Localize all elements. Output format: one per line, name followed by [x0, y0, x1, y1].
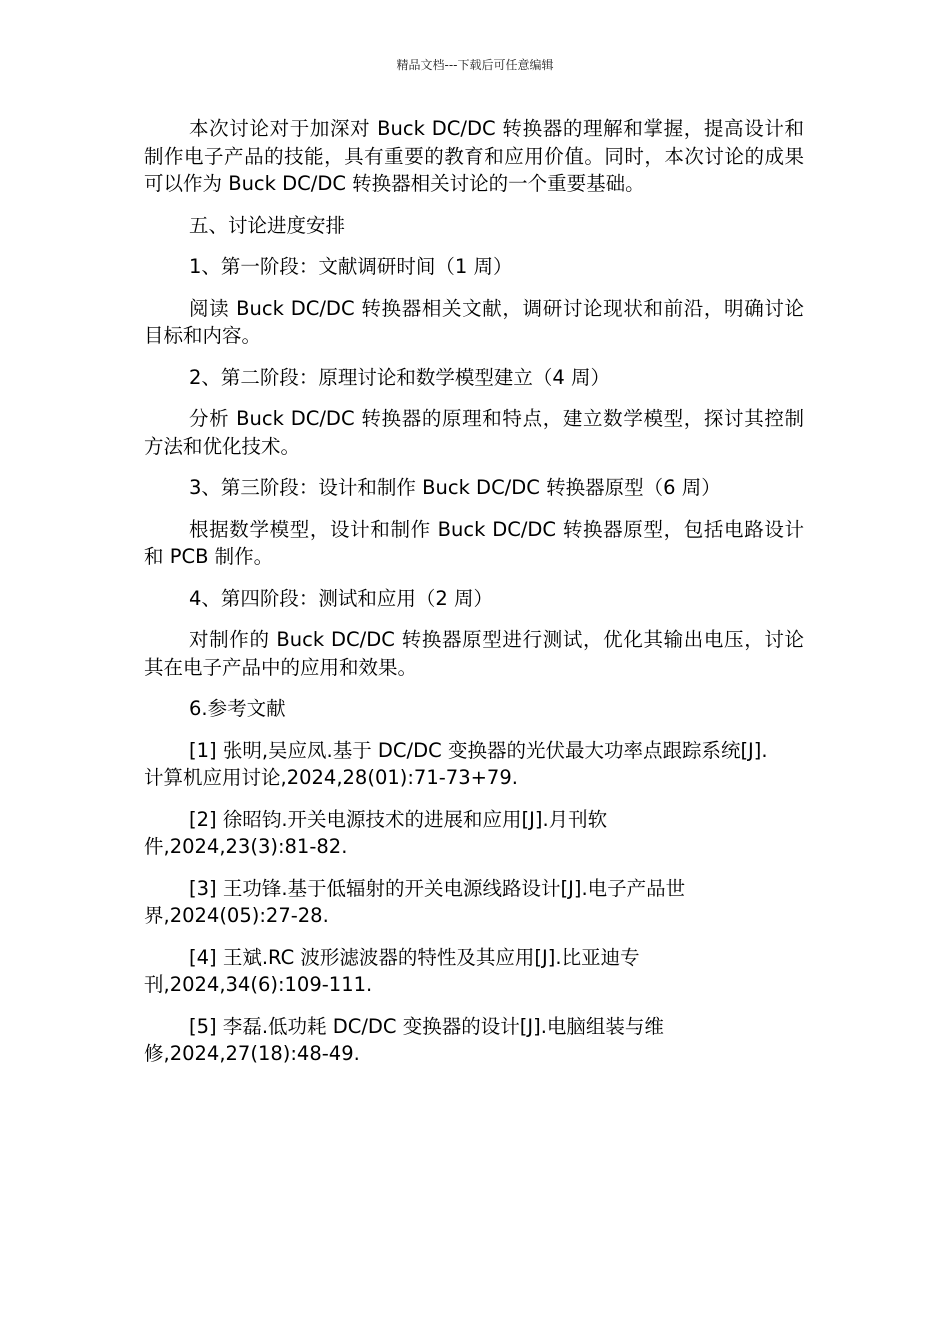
reference-line: [1] 张明,吴应凤.基于 DC/DC 变换器的光伏最大功率点跟踪系统[J].: [189, 738, 768, 762]
phase-2-heading: 2、第二阶段：原理讨论和数学模型建立（4 周）: [189, 365, 611, 389]
reference-line: 计算机应用讨论,2024,28(01):71-73+79.: [144, 766, 518, 789]
paragraph-significance: 本次讨论对于加深对 Buck DC/DC 转换器的理解和掌握，提高设计和制作电子产品的技能，具有重要的教育和应用价值。同时，本次讨论的成果可以作为 Buck DC/DC 转换器相关讨论的一个重要基础。: [144, 117, 804, 195]
reference-line: [4] 王斌.RC 波形滤波器的特性及其应用[J].比亚迪专: [189, 945, 640, 969]
reference-item: [144, 944, 804, 999]
document-body: [144, 115, 804, 1082]
reference-line: 界,2024(05):27-28.: [144, 904, 329, 927]
reference-item: [144, 875, 804, 930]
phase-4-heading: 4、第四阶段：测试和应用（2 周）: [189, 586, 494, 610]
phase-1-text: 阅读 Buck DC/DC 转换器相关文献，调研讨论现状和前沿，明确讨论目标和内容。: [144, 296, 804, 347]
phase-3-text: 根据数学模型，设计和制作 Buck DC/DC 转换器原型，包括电路设计和 PCB 制作。: [144, 517, 804, 568]
reference-item: [144, 1013, 804, 1068]
phase-2-text: 分析 Buck DC/DC 转换器的原理和特点，建立数学模型，探讨其控制方法和优化技术。: [144, 407, 804, 458]
section-heading-schedule: 五、讨论进度安排: [189, 213, 346, 237]
reference-line: 刊,2024,34(6):109-111.: [144, 973, 373, 996]
reference-line: [3] 王功锋.基于低辐射的开关电源线路设计[J].电子产品世: [189, 876, 686, 900]
references-heading: 6.参考文献: [189, 697, 286, 720]
reference-item: [144, 737, 804, 792]
phase-1-heading: 1、第一阶段：文献调研时间（1 周）: [189, 255, 513, 278]
reference-line: [5] 李磊.低功耗 DC/DC 变换器的设计[J].电脑组装与维: [189, 1014, 664, 1038]
phase-3-heading: 3、第三阶段：设计和制作 Buck DC/DC 转换器原型（6 周）: [189, 476, 721, 499]
reference-line: 修,2024,27(18):48-49.: [144, 1042, 360, 1065]
phase-4-text: 对制作的 Buck DC/DC 转换器原型进行测试，优化其输出电压，讨论其在电子产品中的应用和效果。: [144, 628, 804, 679]
reference-line: 件,2024,23(3):81-82.: [144, 835, 348, 858]
page-header: 精品文档---下载后可任意编辑: [396, 58, 554, 72]
reference-line: [2] 徐昭钧.开关电源技术的进展和应用[J].月刊软: [189, 807, 608, 831]
reference-item: [144, 806, 804, 861]
